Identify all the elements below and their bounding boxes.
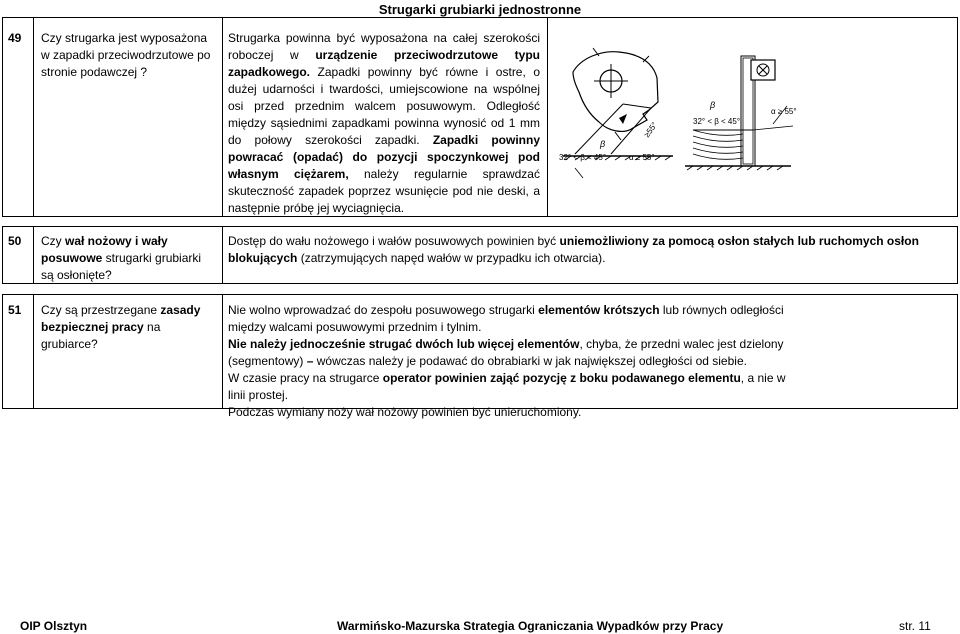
answer-text <box>228 302 788 421</box>
question-text <box>41 233 216 284</box>
footer-page-number: str. 11 <box>899 619 931 633</box>
text-run: wówczas należy je podawać do obrabiarki w jak największej odległości od siebie. <box>313 354 747 368</box>
table-border <box>2 226 957 227</box>
text-run: Zapadki powinny być równe i ostre, o dużej udarności i twardości, umiejscowione na wspólnej osi przed przednim walcem posuwowym. Odległość między sąsiednimi zapadkami powinna wynosić od 1 mm do połowy szerokości zapadki. <box>228 65 540 147</box>
answer-text <box>228 233 952 267</box>
table-border <box>222 226 223 284</box>
row-number: 50 <box>8 234 22 248</box>
answer-text <box>228 30 540 217</box>
row-number: 49 <box>8 31 22 45</box>
text-run: Zapadki powinny powracać (opadać) do pozycji spoczynkowej pod własnym ciężarem, <box>228 133 541 181</box>
alpha-label: α ≥ 55° <box>629 153 655 162</box>
answer-paragraph <box>228 370 788 404</box>
table-border <box>33 294 34 409</box>
beta-range-label: 32° < β < 45° <box>559 153 607 162</box>
answer-paragraph <box>228 336 788 370</box>
text-run: Nie należy jednocześnie strugać dwóch lub więcej elementów <box>228 337 580 351</box>
table-border <box>957 17 958 217</box>
text-run: lub równych odległości między walcami posuwowymi przednim i tylnim. <box>228 303 784 334</box>
table-border <box>957 226 958 284</box>
anti-kickback-pawl-diagram-right <box>683 44 803 184</box>
text-run: (zatrzymujących napęd wałów w przypadku ich otwarcia). <box>297 251 606 265</box>
page-title: Strugarki grubiarki jednostronne <box>378 2 582 17</box>
table-border <box>2 17 957 18</box>
table-border <box>222 17 223 217</box>
text-run: Czy <box>41 234 65 248</box>
text-run: urządzenie przeciwodrzutowe typu zapadkowego. <box>228 48 540 79</box>
text-run: Czy są przestrzegane <box>41 303 161 317</box>
text-run: Nie wolno wprowadzać do zespołu posuwowego strugarki <box>228 303 539 317</box>
anti-kickback-pawl-diagram-left <box>553 44 683 179</box>
table-border <box>2 294 957 295</box>
text-run: elementów krótszych <box>538 303 660 317</box>
text-run: Dostęp do wału nożowego i wałów posuwowych powinien być <box>228 234 560 248</box>
text-run: Strugarka powinna być wyposażona na całej szerokości roboczej w <box>228 31 540 62</box>
table-border <box>2 17 3 217</box>
question-text: Czy strugarka jest wyposażona w zapadki przeciwodrzutowe po stronie podawczej ? <box>41 31 211 79</box>
table-border <box>957 294 958 409</box>
text-run: zasady bezpiecznej pracy <box>41 303 201 334</box>
table-border <box>547 17 548 217</box>
answer-paragraph <box>228 404 788 421</box>
angle-label: ≥55° <box>642 120 660 140</box>
text-run: uniemożliwiony za pomocą osłon stałych lub ruchomych osłon blokujących <box>228 234 919 265</box>
text-run: Podczas wymiany noży wał nożowy powinien być unieruchomiony. <box>228 405 582 419</box>
beta-range-label: 32° < β < 45° <box>693 117 741 126</box>
table-border <box>33 17 34 217</box>
footer-center: Warmińsko-Mazurska Strategia Ograniczania Wypadków przy Pracy <box>337 619 724 633</box>
table-border <box>33 226 34 284</box>
text-run: operator powinien zająć pozycję z boku podawanego elementu <box>382 371 741 385</box>
text-run: , a nie w linii prostej. <box>228 371 786 402</box>
question-text <box>41 302 211 353</box>
text-run: wał nożowy i wały posuwowe <box>41 234 168 265</box>
table-border <box>2 294 3 409</box>
text-run: – <box>306 354 314 368</box>
beta-symbol: β <box>710 100 716 110</box>
text-run: , chyba, że przedni walec jest dzielony (segmentowy) <box>228 337 784 368</box>
footer-left: OIP Olsztyn <box>20 619 88 633</box>
answer-paragraph <box>228 302 788 336</box>
alpha-label: α ≥ 55° <box>771 107 797 116</box>
row-number: 51 <box>8 303 22 317</box>
text-run: na grubiarce? <box>41 320 161 351</box>
table-border <box>2 226 3 284</box>
text-run: należy regularnie sprawdzać skuteczność zapadek poprzez wsunięcie pod nie deski, a następnie próbę jej wyciagnięcia. <box>228 167 540 215</box>
table-border <box>222 294 223 409</box>
text-run: strugarki grubiarki są osłonięte? <box>41 251 202 282</box>
text-run: W czasie pracy na strugarce <box>228 371 383 385</box>
beta-symbol: β <box>600 139 606 149</box>
